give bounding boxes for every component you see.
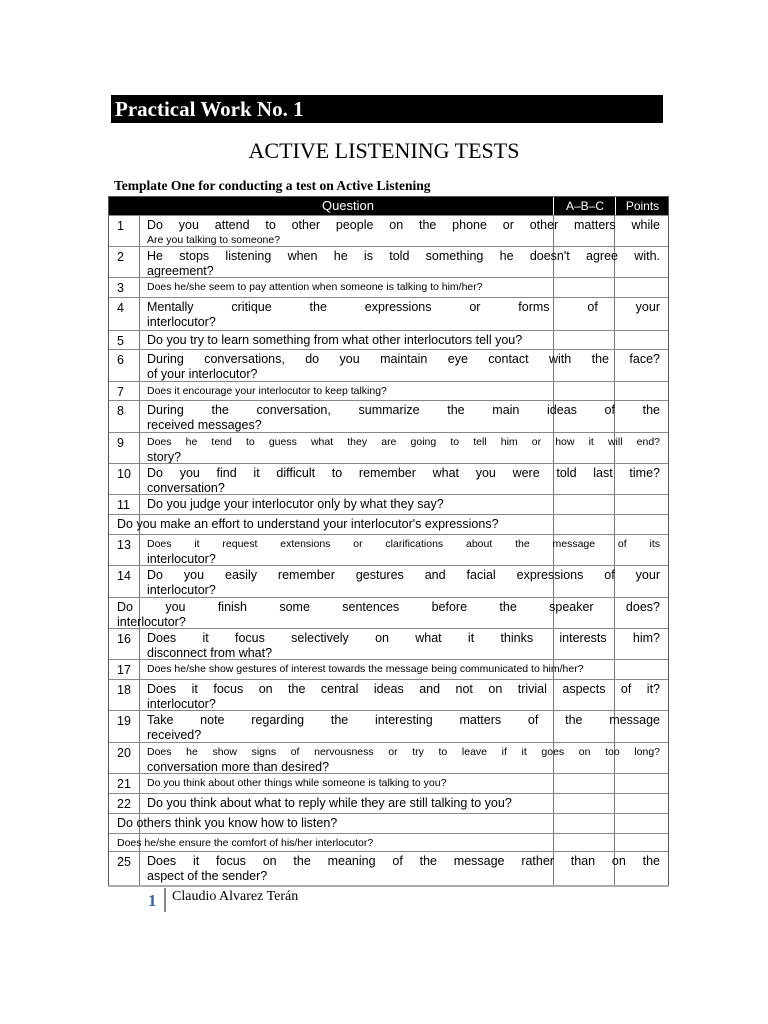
- table-row: [109, 679, 668, 710]
- header-divider: [553, 197, 554, 215]
- question-line-1: Do you finish some sentences before the speaker does?: [117, 600, 660, 614]
- table-row: [109, 494, 668, 514]
- question-text: [147, 497, 660, 512]
- question-number: 9: [117, 436, 124, 450]
- column-header-question: Question: [321, 198, 375, 213]
- table-row: [109, 215, 668, 246]
- table-header-row: [109, 197, 668, 215]
- table-row: [109, 381, 668, 400]
- author-name: Claudio Alvarez Terán: [172, 889, 299, 904]
- table-row: [109, 534, 668, 565]
- table-row: [109, 432, 668, 463]
- table-row: [109, 742, 668, 773]
- question-text: [147, 466, 660, 496]
- page-number: 1: [148, 891, 157, 910]
- question-line-2: interlocutor?: [147, 697, 216, 711]
- question-text: [147, 796, 660, 811]
- table-caption: Template One for conducting a test on Active Listening: [114, 178, 431, 193]
- question-text: [147, 384, 660, 399]
- question-number: 25: [117, 855, 131, 869]
- footer-rule: [108, 885, 669, 887]
- question-number: 16: [117, 632, 131, 646]
- question-number: 11: [117, 498, 130, 512]
- footer-divider: [164, 888, 166, 912]
- table-row: [109, 793, 668, 813]
- table-row: [109, 813, 668, 833]
- question-text: [117, 816, 660, 831]
- column-header-abc: A–B–C: [565, 199, 605, 213]
- question-line-2: interlocutor?: [147, 583, 216, 597]
- question-line-1: During the conversation, summarize the main ideas of the: [147, 403, 660, 417]
- question-line-1: Does it encourage your interlocutor to keep talking?: [147, 385, 387, 397]
- question-number: 17: [117, 663, 131, 677]
- question-line-1: Does he/she seem to pay attention when someone is talking to him/her?: [147, 281, 483, 293]
- question-line-1: Does it focus on the central ideas and not on trivial aspects of it?: [147, 682, 660, 696]
- question-line-2: agreement?: [147, 264, 214, 278]
- question-number: 14: [117, 569, 131, 583]
- question-text: [147, 745, 660, 775]
- table-row: [109, 277, 668, 297]
- question-text: [147, 776, 660, 791]
- question-text: [147, 682, 660, 712]
- question-line-1: Does he tend to guess what they are going to tell him or how it will end?: [147, 436, 660, 448]
- question-number: 21: [117, 777, 131, 791]
- question-line-1: During conversations, do you maintain eye contact with the face?: [147, 352, 660, 366]
- question-number: 13: [117, 538, 131, 552]
- question-line-2: story?: [147, 450, 182, 464]
- question-number: 18: [117, 683, 131, 697]
- table-row: [109, 565, 668, 597]
- question-number: 5: [117, 334, 124, 348]
- question-number: 2: [117, 250, 124, 264]
- question-text: [147, 662, 660, 677]
- question-text: [117, 517, 660, 532]
- table-row: [109, 246, 668, 277]
- question-line-1: Does he show signs of nervousness or try to leave if it goes on too long?: [147, 746, 660, 758]
- question-line-1: Does he/she ensure the comfort of his/her interlocutor?: [117, 837, 374, 849]
- table-row: [109, 773, 668, 793]
- question-line-1: Do you find it difficult to remember what you were told last time?: [147, 466, 660, 480]
- question-text: [147, 713, 660, 743]
- question-line-1: He stops listening when he is told something he doesn't agree with.: [147, 249, 660, 263]
- question-line-2: received messages?: [147, 418, 262, 432]
- question-text: [147, 435, 660, 465]
- table-row: [109, 710, 668, 742]
- question-number: 22: [117, 797, 131, 811]
- table-row: [109, 400, 668, 432]
- table-row: [109, 597, 668, 628]
- question-line-1: Does it focus on the meaning of the message rather than on the: [147, 854, 660, 868]
- page-title: Practical Work No. 1: [111, 95, 663, 123]
- table-row: [109, 514, 668, 534]
- question-line-1: Do you attend to other people on the phone or other matters while: [147, 218, 660, 232]
- question-text: [147, 218, 660, 248]
- question-line-2: disconnect from what?: [147, 646, 273, 660]
- questions-table: [108, 196, 669, 886]
- question-line-1: Mentally critique the expressions or forms of your: [147, 300, 660, 314]
- question-text: [147, 280, 660, 295]
- question-number: 19: [117, 714, 131, 728]
- question-number: 3: [117, 281, 124, 295]
- table-row: [109, 628, 668, 659]
- question-line-1: Does he/she show gestures of interest towards the message being communicated to him/her?: [147, 663, 584, 675]
- question-line-2: conversation more than desired?: [147, 760, 330, 774]
- question-text: [117, 836, 660, 851]
- question-line-2: of your interlocutor?: [147, 367, 258, 381]
- question-text: [147, 403, 660, 433]
- question-line-1: Do you easily remember gestures and facial expressions of your: [147, 568, 660, 582]
- table-row: [109, 297, 668, 330]
- question-line-1: Do you try to learn something from what other interlocutors tell you?: [147, 333, 523, 347]
- question-line-2: interlocutor?: [147, 315, 216, 329]
- question-line-1: Does it focus selectively on what it thinks interests him?: [147, 631, 660, 645]
- question-line-2: Are you talking to someone?: [147, 234, 281, 246]
- question-line-2: received?: [147, 728, 202, 742]
- document-heading: ACTIVE LISTENING TESTS: [248, 138, 520, 163]
- question-number: 1: [117, 219, 124, 233]
- question-line-1: Does it request extensions or clarifications about the message of its: [147, 538, 660, 550]
- question-number: 7: [117, 385, 124, 399]
- question-text: [147, 249, 660, 279]
- table-row: [109, 659, 668, 679]
- question-text: [147, 854, 660, 884]
- question-line-1: Do others think you know how to listen?: [117, 816, 338, 830]
- column-header-points: Points: [615, 197, 669, 215]
- question-text: [147, 568, 660, 598]
- question-number: 4: [117, 301, 124, 315]
- table-row: [109, 349, 668, 381]
- question-line-2: conversation?: [147, 481, 225, 495]
- question-text: [147, 300, 660, 330]
- question-line-1: Do you think about what to reply while they are still talking to you?: [147, 796, 512, 810]
- question-number: 6: [117, 353, 124, 367]
- question-number: 20: [117, 746, 131, 760]
- question-text: [147, 631, 660, 661]
- question-line-2: interlocutor?: [117, 615, 186, 629]
- question-line-1: Do you make an effort to understand your interlocutor's expressions?: [117, 517, 499, 531]
- question-number: 8: [117, 404, 124, 418]
- question-line-1: Take note regarding the interesting matters of the message: [147, 713, 660, 727]
- question-text: [147, 352, 660, 382]
- question-number: 10: [117, 467, 131, 481]
- question-line-1: Do you think about other things while someone is talking to you?: [147, 777, 447, 789]
- question-text: [147, 333, 660, 348]
- table-row: [109, 851, 668, 885]
- table-row: [109, 330, 668, 349]
- question-line-2: aspect of the sender?: [147, 869, 268, 883]
- question-text: [147, 537, 660, 567]
- table-row: [109, 833, 668, 851]
- question-line-1: Do you judge your interlocutor only by what they say?: [147, 497, 444, 511]
- question-line-2: interlocutor?: [147, 552, 216, 566]
- question-text: [117, 600, 660, 630]
- table-row: [109, 463, 668, 494]
